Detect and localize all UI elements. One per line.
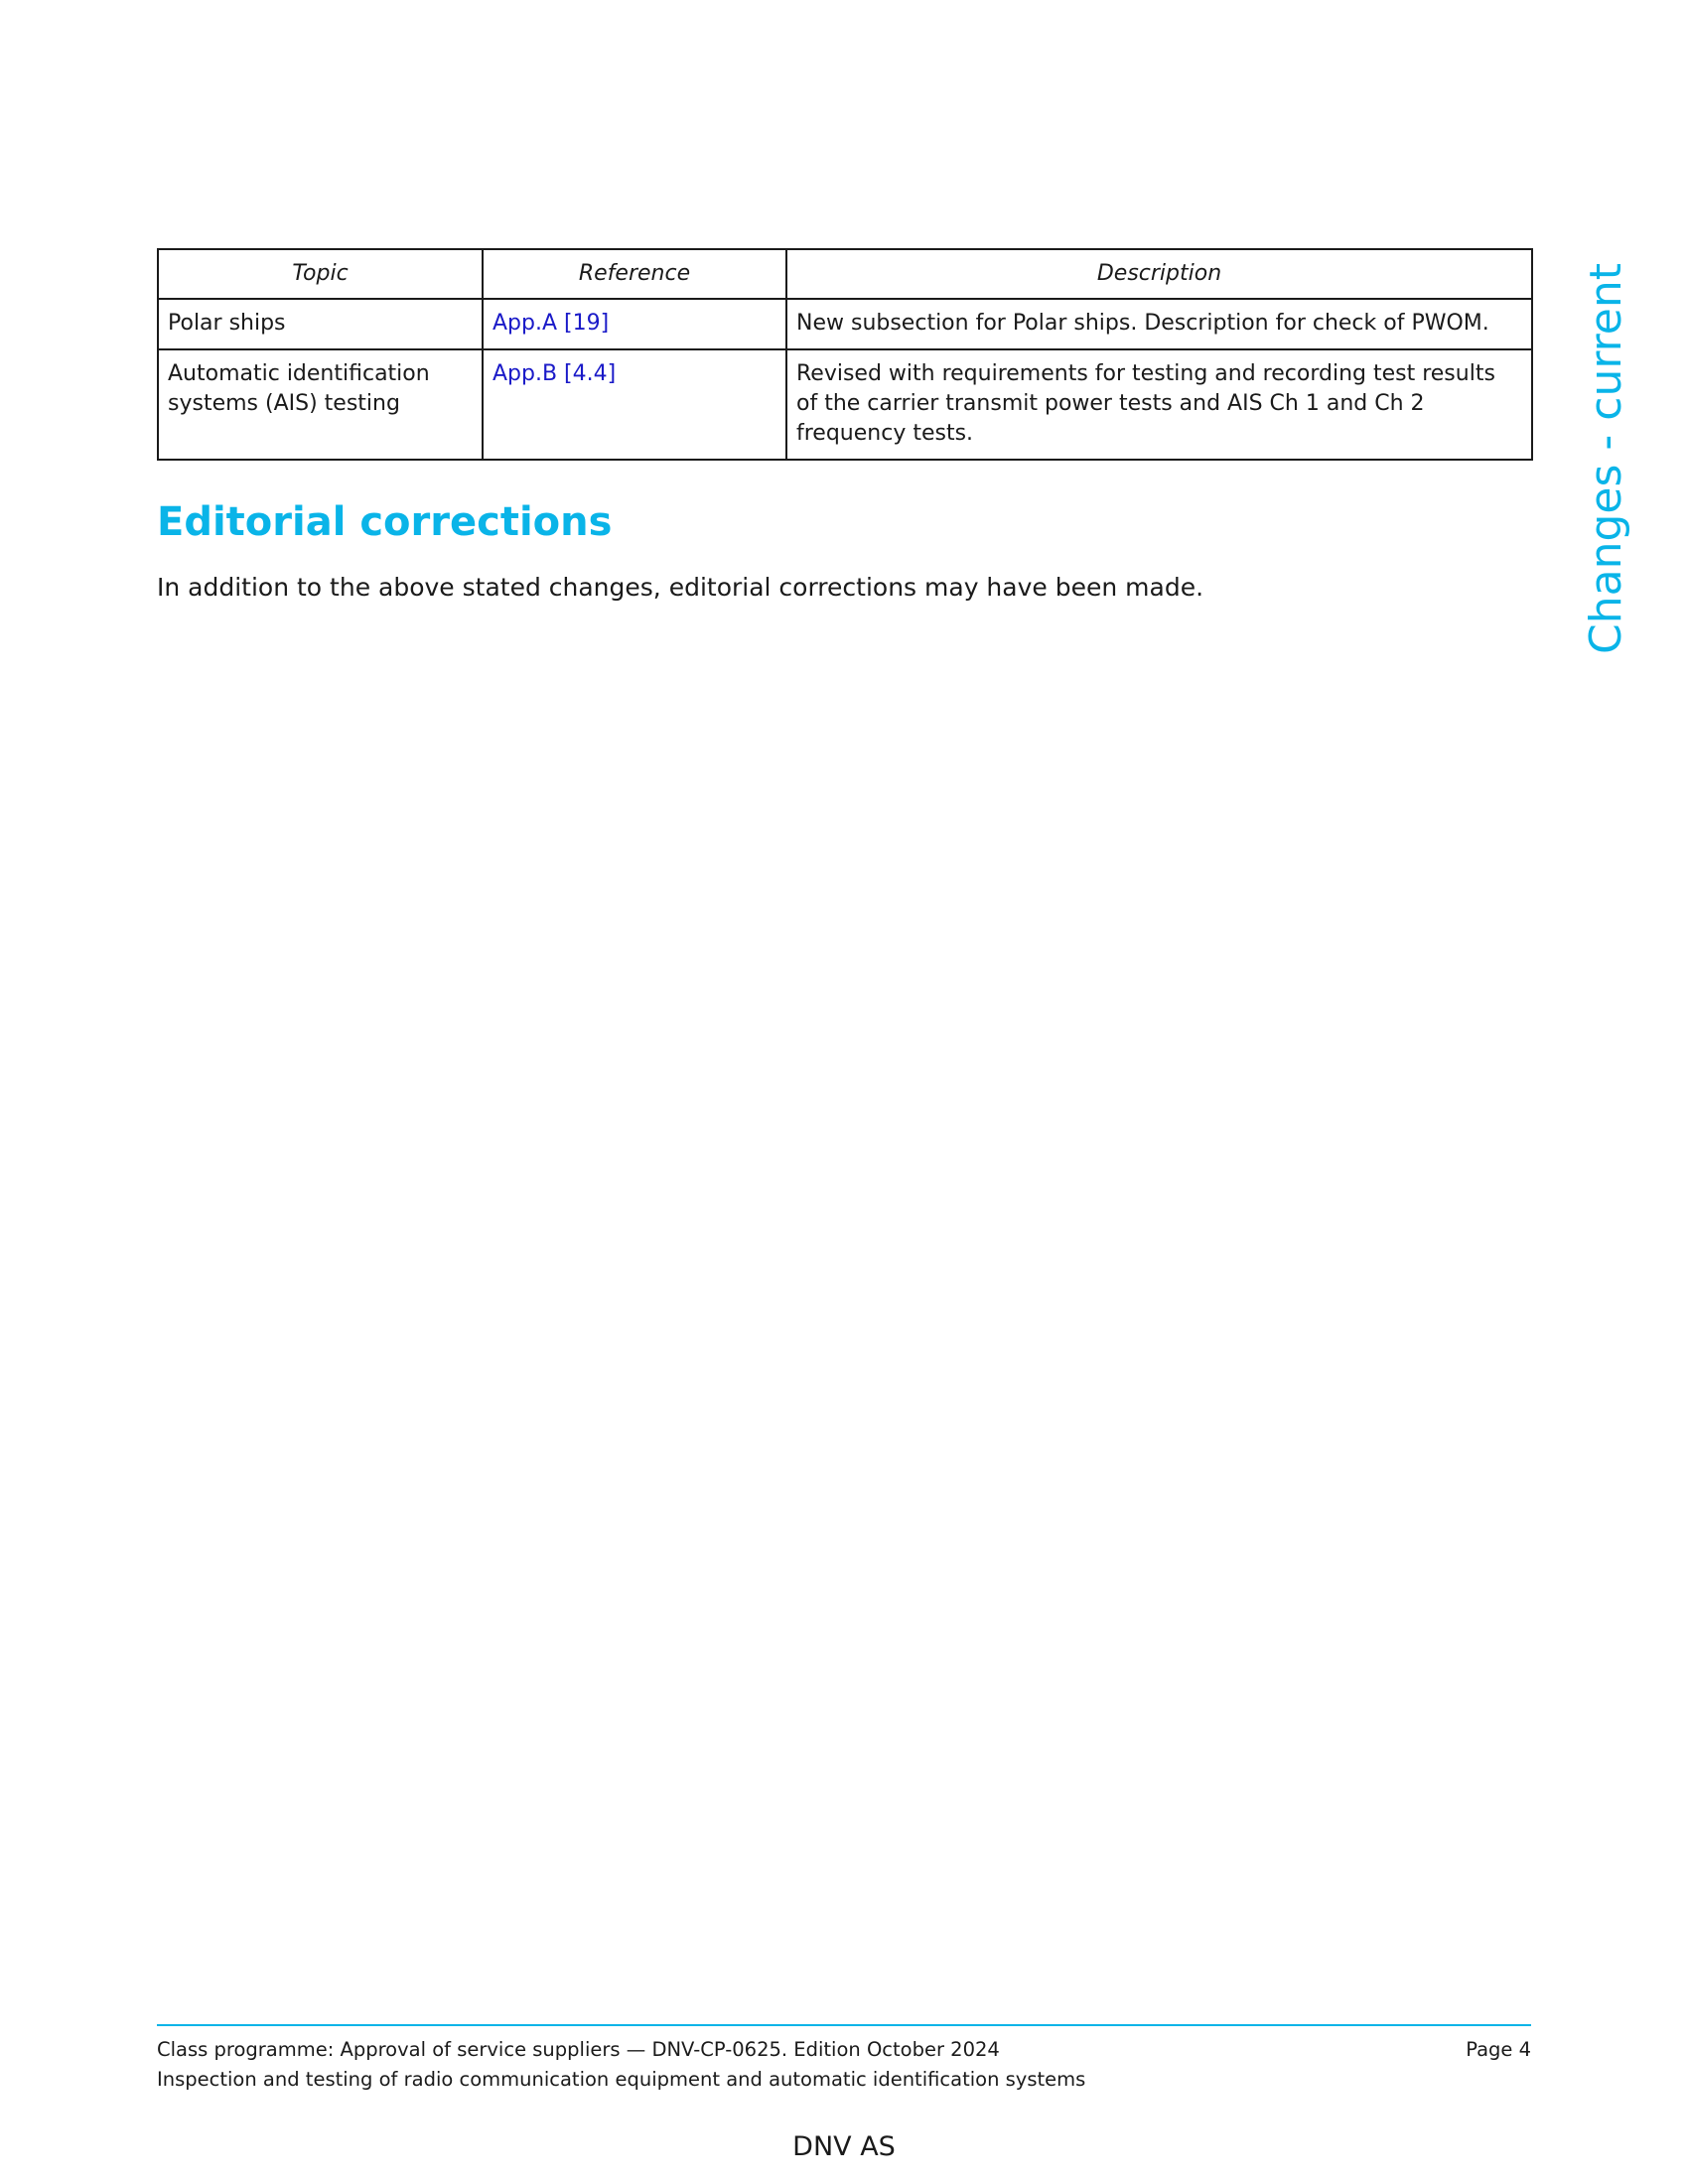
- footer-divider: [157, 2024, 1531, 2026]
- footer-document-title: Class programme: Approval of service suppliers — DNV-CP-0625. Edition October 2024: [157, 2038, 1000, 2061]
- cell-description: Revised with requirements for testing and recording test results of the carrier transmit power tests and AIS Ch 1 and Ch 2 frequency tests.: [786, 349, 1532, 460]
- editorial-corrections-text: In addition to the above stated changes, editorial corrections may have been made.: [157, 573, 1204, 602]
- header-description: Description: [786, 249, 1532, 299]
- table-row: [158, 299, 1532, 349]
- reference-link[interactable]: App.A [19]: [492, 311, 610, 336]
- footer-document-subtitle: Inspection and testing of radio communication equipment and automatic identification systems: [157, 2068, 1086, 2091]
- cell-description: New subsection for Polar ships. Description for check of PWOM.: [786, 299, 1532, 349]
- table-row: [158, 349, 1532, 460]
- cell-reference: [483, 349, 786, 460]
- table-header-row: [158, 249, 1532, 299]
- cell-topic: Polar ships: [158, 299, 483, 349]
- footer-company-name: DNV AS: [792, 2131, 896, 2162]
- cell-reference: [483, 299, 786, 349]
- side-tab: [1581, 256, 1632, 661]
- header-reference: Reference: [483, 249, 786, 299]
- side-tab-label: Changes - current: [1581, 263, 1631, 654]
- editorial-corrections-heading: Editorial corrections: [157, 499, 613, 545]
- header-topic: Topic: [158, 249, 483, 299]
- reference-link[interactable]: App.B [4.4]: [492, 361, 617, 386]
- footer-page-number: Page 4: [1466, 2038, 1531, 2061]
- cell-topic: Automatic identification systems (AIS) testing: [158, 349, 483, 460]
- changes-table: [157, 248, 1533, 461]
